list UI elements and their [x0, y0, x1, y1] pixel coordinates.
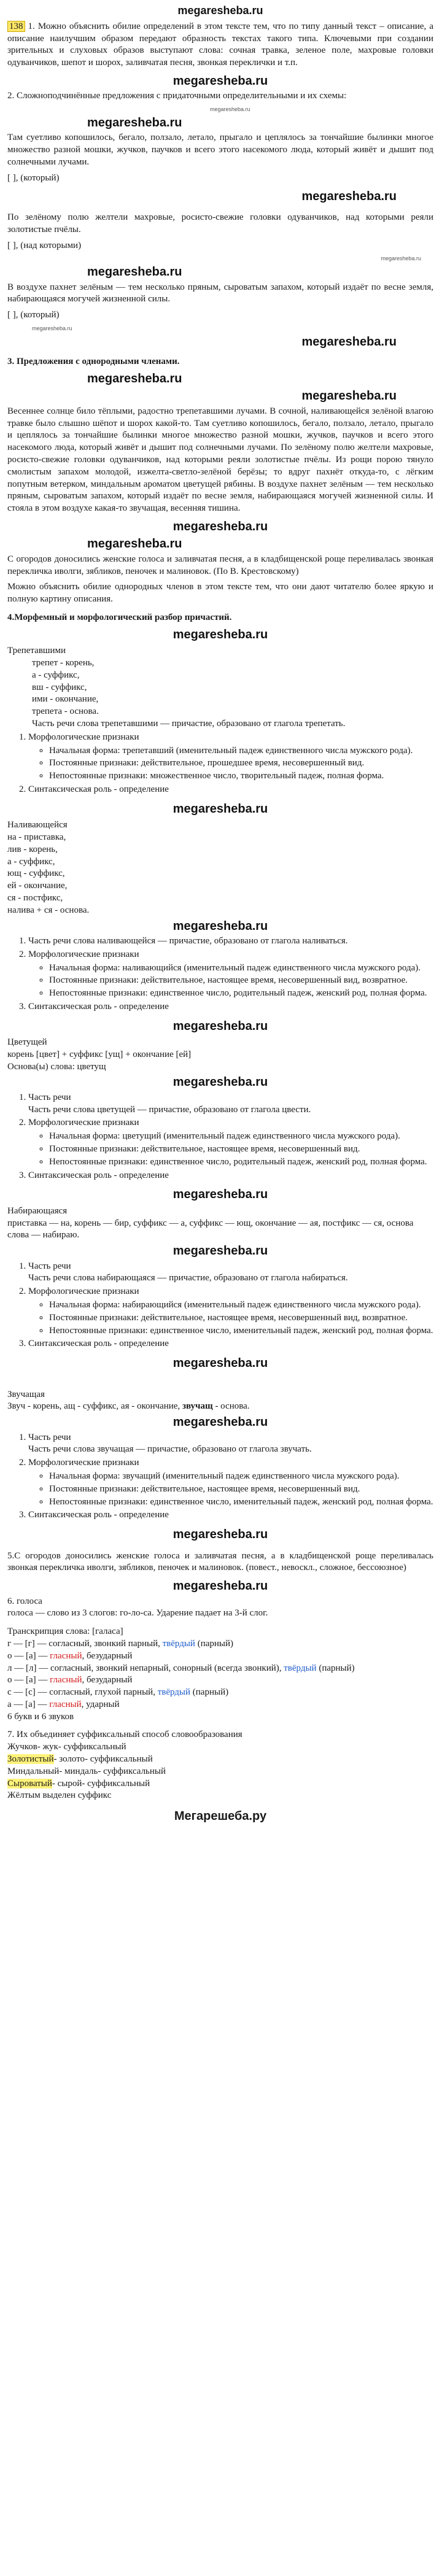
morpheme-part: а - суффикс,: [32, 670, 80, 680]
analysis-list: [7, 1092, 433, 1182]
formation-line: Жучков- жук- суффиксальный: [7, 1742, 126, 1752]
word-base: звучащ: [182, 1401, 213, 1412]
watermark: megaresheba.ru: [173, 1528, 268, 1542]
morph-title: Морфологические признаки: [28, 1118, 139, 1128]
part-of-speech: Часть речи слова трепетавшими — причастие, образовано от глагола трепетать.: [32, 718, 346, 729]
morpheme-list: [7, 832, 433, 917]
morpheme-part: трепет - корень,: [32, 657, 95, 668]
word-analysis-1: [7, 645, 433, 796]
task6-title: 6. голоса: [7, 1596, 42, 1606]
analysis-word: Наливающейся: [7, 820, 68, 830]
site-header: megaresheba.ru: [177, 4, 263, 17]
list-item: ◦ Начальная форма: звучащий (именительный падеж единственного числа мужского рода).: [49, 1471, 433, 1483]
task2-sentence-1: Там суетливо копошилось, бегало, ползало, летало, прыгало и цеплялось за тончайшие былинки многое множество разной мошки, жучков, паучков и всего этого насекомого люда, который живёт и дышит под солнечными лучами.: [7, 133, 433, 167]
analysis-list: [7, 1432, 433, 1522]
watermark: megaresheba.ru: [301, 389, 397, 403]
task3-paragraph-1: Весеннее солнце било тёплыми, радостно трепетавшими лучами. В сочной, наливающейся зелёной влагою травке было слышно шёпот и шорох какой-то. Там суетливо копошилось, бегало, ползало, летало, прыгало и цеплялось за тончайшие былинки многое множество разной мошки, жучков, паучков и всего этого насекомого люда, который живёт и дышит под солнечными лучами. По зелёному полю желтели махровые, росисто-свежие головки одуванчиков, над которыми реяли золотистые пчёлы. Из рощи порою тянуло смолистым запахом молодой, изжелта-светло-зелёной берёзы; то вдруг пахнёт откуда-то, с лёгким попутным ветерком, миндальным ароматом цветущей рябины. В воздухе пахнет зелёным — тем несколько пряным, сыроватым запахом, который издаёт по весне земля, набирающаяся могучей жизненной силы. И стояла в этом воздухе какая-то звучащая, весенняя тишина.: [7, 406, 433, 514]
analysis-list: [7, 935, 433, 1013]
analysis-word: Звучащая: [7, 1389, 45, 1399]
morph-sublist: [28, 1471, 433, 1508]
list-item: ◦ Постоянные признаки: действительное, настоящее время, несовершенный вид.: [49, 1483, 433, 1496]
watermark: megaresheba.ru: [87, 372, 182, 386]
morpheme-line: корень [цвет] + суффикс [ущ] + окончание [ей]: [7, 1049, 192, 1059]
sound-line: с — [с] — согласный, глухой парный, твёрдый (парный): [7, 1687, 229, 1698]
morph-sublist: [28, 745, 433, 783]
watermark: megaresheba.ru: [173, 1579, 268, 1593]
sound-line: о — [а] — гласный, безударный: [7, 1675, 133, 1685]
morpheme-part: ющ - суффикс,: [7, 868, 65, 879]
watermark: megaresheba.ru: [87, 537, 182, 551]
watermark: megaresheba.ru: [173, 1244, 268, 1258]
morpheme-text: - основа.: [212, 1401, 250, 1412]
transcription: Транскрипция слова: [галаса]: [7, 1626, 123, 1637]
watermark: megaresheba.ru: [173, 1075, 268, 1089]
list-item: 2. Синтаксическая роль - определение: [28, 784, 433, 796]
list-item: ◦ Непостоянные признаки: множественное число, творительный падеж, полная форма.: [49, 770, 433, 783]
list-item: ◦ Постоянные признаки: действительное, настоящее время, несовершенный вид.: [49, 1143, 433, 1156]
part-of-speech: Часть речи слова звучащая — причастие, образовано от глагола звучать.: [28, 1444, 312, 1455]
part-of-speech: Часть речи слова цветущей — причастие, образовано от глагола цвести.: [28, 1104, 311, 1115]
task7-title: 7. Их объединяет суффиксальный способ словообразования: [7, 1730, 242, 1740]
letters-sounds-count: 6 букв и 6 звуков: [7, 1711, 74, 1722]
task5-text: 5.С огородов доносились женские голоса и заливчатая песня, а в кладбищенской роще переливалась звонкая перекличка иволги, зябликов, пеночек и малиновок.: [7, 1550, 433, 1573]
list-item: 3. Синтаксическая роль - определение: [28, 1170, 433, 1182]
watermark: megaresheba.ru: [301, 335, 397, 349]
list-item: [28, 1457, 433, 1508]
morph-title: Морфологические признаки: [28, 732, 139, 742]
morph-title: Морфологические признаки: [28, 1458, 139, 1468]
morpheme-part: ими - окончание,: [32, 694, 99, 705]
sentence-scheme-1: [ ], (который): [7, 172, 60, 183]
list-item: ◦ Непостоянные признаки: единственное число, именительный падеж, женский род, полная форма.: [49, 1325, 433, 1337]
task3-paragraph-3: Можно объяснить обилие однородных членов в этом тексте тем, что они дают читателю более яркую и полную картину описания.: [7, 582, 433, 605]
word-analysis-5: [7, 1389, 433, 1522]
formation-line: Золотистый- золото- суффиксальный: [7, 1754, 153, 1765]
morpheme-part: налива + ся - основа.: [7, 905, 90, 915]
task1-text: 1. Можно объяснить обилие определений в этом тексте тем, что по типу данный текст – описание, а описание наилучшим образом передают образность текстах такого типа. Ключевыми при создании зрительных и слуховых образов выступают слова: сочная травка, зеленое поле, махровые головки одуванчиков, шепот и шорох, заливчатая песня, звонкая переклички и т.п.: [7, 21, 433, 68]
sentence-scheme-3: [ ], (который): [7, 310, 60, 320]
pos-title: Часть речи: [28, 1261, 71, 1271]
sound-line: о — [а] — гласный, безударный: [7, 1650, 133, 1661]
morph-sublist: [28, 962, 433, 1000]
sound-line: а — [а] — гласный, ударный: [7, 1699, 120, 1709]
morpheme-part: на - приставка,: [7, 832, 66, 842]
morpheme-part: ся - постфикс,: [7, 892, 63, 903]
morpheme-line: приставка — на, корень — бир, суффикс — а, суффикс — ющ, окончание — ая, постфикс — ся, основа слова — набираю.: [7, 1218, 414, 1240]
formation-line: Миндальный- миндаль- суффиксальный: [7, 1766, 166, 1776]
task5-sentence: [7, 1550, 433, 1575]
list-item: ◦ Начальная форма: наливающийся (именительный падеж единственного числа мужского рода).: [49, 962, 433, 975]
list-item: [28, 1117, 433, 1168]
list-item: [28, 1432, 433, 1456]
sentence-scheme-2: [ ], (над которыми): [7, 240, 82, 250]
watermark: megaresheba.ru: [173, 802, 268, 816]
watermark: megaresheba.ru: [173, 919, 268, 933]
list-item: ◦ Начальная форма: набирающийся (именительный падеж единственного числа мужского рода).: [49, 1299, 433, 1312]
list-item: [28, 949, 433, 1000]
morpheme-part: лив - корень,: [7, 844, 58, 854]
list-item: 3. Синтаксическая роль - определение: [28, 1509, 433, 1522]
exercise-number-badge: 138: [7, 21, 25, 32]
morpheme-part: а - суффикс,: [7, 856, 55, 867]
pos-title: Часть речи: [28, 1092, 71, 1102]
task5-characteristics: (повест., невоскл., сложное, бессоюзное): [246, 1563, 406, 1573]
part-of-speech: Часть речи слова набирающаяся — причастие, образовано от глагола набираться.: [28, 1273, 348, 1283]
morph-title: Морфологические признаки: [28, 1286, 139, 1297]
task2-sentence-3: В воздухе пахнет зелёным — тем несколько пряным, сыроватым запахом, который издаёт по весне земля, набирающаяся могучей жизненной силы.: [7, 282, 433, 304]
phonetic-lines: [7, 1638, 433, 1711]
morpheme-text: Звуч - корень, ащ - суффикс, ая - окончание,: [7, 1401, 182, 1412]
list-item: ◦ Постоянные признаки: действительное, настоящее время, несовершенный вид, возвратное.: [49, 1312, 433, 1325]
watermark: megaresheba.ru: [87, 265, 182, 279]
morpheme-part: трепета - основа.: [32, 706, 99, 717]
formation-line: Сыроватый- сырой- суффиксальный: [7, 1778, 150, 1789]
sound-line: л — [л] — согласный, звонкий непарный, сонорный (всегда звонкий), твёрдый (парный): [7, 1663, 355, 1673]
watermark: megaresheba.ru: [173, 1188, 268, 1202]
word-analysis-4: [7, 1205, 433, 1350]
task2-sentence-2: По зелёному полю желтели махровые, росисто-свежие головки одуванчиков, над которыми реяли золотистые пчёлы.: [7, 212, 433, 234]
analysis-list: [7, 732, 433, 796]
watermark: megaresheba.ru: [301, 189, 397, 203]
list-item: ◦ Постоянные признаки: действительное, настоящее время, несовершенный вид, возвратное.: [49, 975, 433, 987]
pos-title: Часть речи: [28, 1432, 71, 1442]
sound-line: г — [г] — согласный, звонкий парный, твёрдый (парный): [7, 1638, 234, 1649]
list-item: ◦ Начальная форма: трепетавший (именительный падеж единственного числа мужского рода).: [49, 745, 433, 757]
list-item: [28, 1261, 433, 1285]
task4-title: 4.Морфемный и морфологический разбор причастий.: [7, 613, 232, 622]
list-item: ◦ Начальная форма: цветущий (именительный падеж единственного числа мужского рода).: [49, 1131, 433, 1143]
watermark: megaresheba.ru: [173, 520, 268, 534]
list-item: 3. Синтаксическая роль - определение: [28, 1001, 433, 1013]
watermark-small: megaresheba.ru: [32, 325, 72, 332]
morph-sublist: [28, 1299, 433, 1337]
watermark: megaresheba.ru: [173, 1356, 268, 1371]
analysis-word: Цветущей: [7, 1037, 47, 1048]
word-analysis-2: [7, 819, 433, 1013]
morph-sublist: [28, 1131, 433, 1168]
suffix-note: Жёлтым выделен суффикс: [7, 1790, 112, 1801]
list-item: 3. Синтаксическая роль - определение: [28, 1338, 433, 1350]
site-footer: Мегарешеба.ру: [174, 1809, 267, 1824]
word-formation-list: [7, 1741, 433, 1790]
task3-paragraph-2: С огородов доносились женские голоса и заливчатая песня, а в кладбищенской роще переливалась звонкая перекличка иволги, зябликов, пеночек и малиновок. (По В. Крестовскому): [7, 554, 433, 576]
task3-title: 3. Предложения с однородными членами.: [7, 357, 180, 367]
list-item: 1. Часть речи слова наливающейся — причастие, образовано от глагола наливаться.: [28, 935, 433, 948]
morpheme-part: ей - окончание,: [7, 881, 68, 891]
watermark: megaresheba.ru: [87, 116, 182, 130]
list-item: [28, 1286, 433, 1337]
watermark-small: megaresheba.ru: [210, 106, 250, 113]
watermark: megaresheba.ru: [173, 74, 268, 88]
morpheme-part: вш - суффикс,: [32, 682, 87, 692]
morpheme-list: [7, 657, 433, 730]
word-base: Основа(ы) слова: цветущ: [7, 1061, 106, 1072]
watermark: megaresheba.ru: [173, 1019, 268, 1033]
list-item: ◦ Постоянные признаки: действительное, прошедшее время, несовершенный вид.: [49, 757, 433, 770]
analysis-word: Набирающаяся: [7, 1205, 68, 1216]
list-item: [28, 732, 433, 783]
list-item: ◦ Непостоянные признаки: единственное число, именительный падеж, женский род, полная форма.: [49, 1496, 433, 1509]
watermark-small: megaresheba.ru: [381, 255, 421, 262]
word-analysis-3: [7, 1037, 433, 1182]
task2-title: 2. Сложноподчинённые предложения с придаточными определительными и их схемы:: [7, 91, 347, 101]
list-item: [28, 1092, 433, 1116]
syllables: голоса — слово из 3 слогов: го-ло-са. Ударение падает на 3-й слог.: [7, 1608, 268, 1619]
watermark: megaresheba.ru: [173, 1415, 268, 1429]
morpheme-line: [7, 1401, 433, 1413]
analysis-list: [7, 1261, 433, 1351]
list-item: ◦ Непостоянные признаки: единственное число, родительный падеж, женский род, полная форма.: [49, 988, 433, 1000]
morph-title: Морфологические признаки: [28, 949, 139, 959]
analysis-word: Трепетавшими: [7, 646, 66, 656]
list-item: ◦ Непостоянные признаки: единственное число, родительный падеж, женский род, полная форма.: [49, 1156, 433, 1169]
watermark: megaresheba.ru: [173, 627, 268, 641]
task1-paragraph: [7, 21, 433, 69]
